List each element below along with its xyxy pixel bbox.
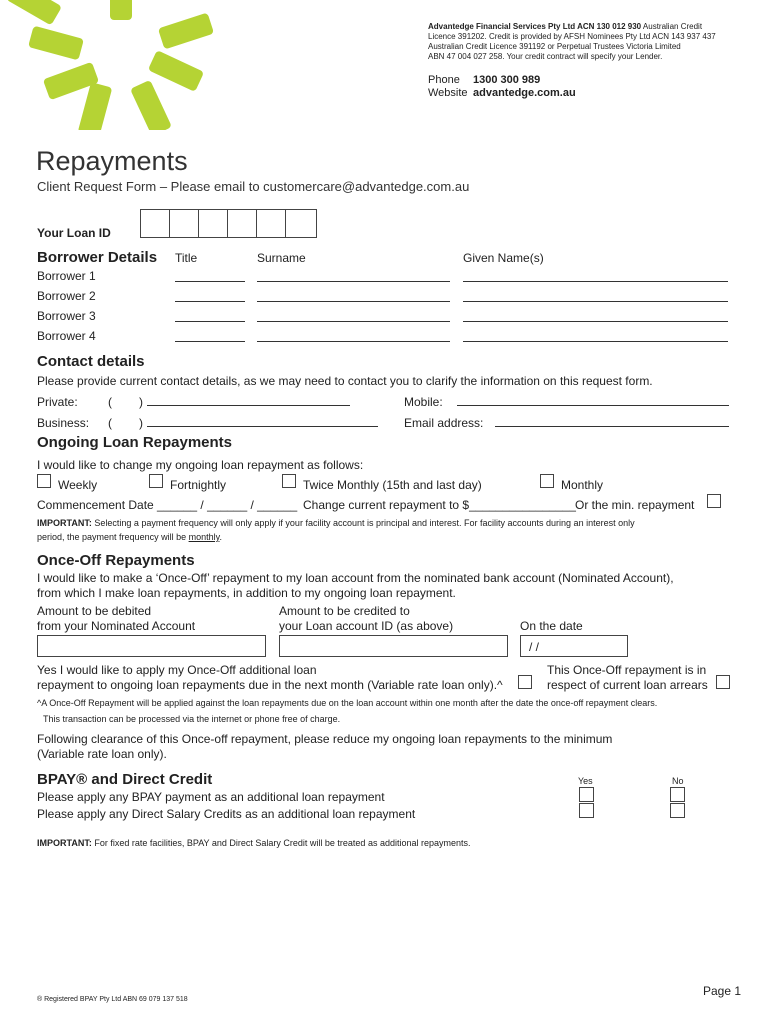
borrower-2-surname-field[interactable] — [257, 301, 450, 302]
mobile-field[interactable] — [457, 405, 729, 406]
salary-no-checkbox[interactable] — [670, 803, 685, 818]
ongoing-heading: Ongoing Loan Repayments — [37, 434, 233, 451]
fortnightly-checkbox[interactable] — [149, 474, 163, 488]
borrower-1-title-field[interactable] — [175, 281, 245, 282]
borrower-4-given-field[interactable] — [463, 341, 728, 342]
apply-ongoing-label1: Yes I would like to apply my Once-Off additional loan — [37, 663, 317, 677]
col-surname: Surname — [257, 251, 306, 265]
borrower-1-surname-field[interactable] — [257, 281, 450, 282]
borrower-3-label: Borrower 3 — [37, 309, 96, 323]
apply-ongoing-label2: repayment to ongoing loan repayments due in the next month (Variable rate loan only).^ — [37, 678, 503, 692]
borrower-3-title-field[interactable] — [175, 321, 245, 322]
credit-label1: Amount to be credited to — [279, 604, 410, 618]
loan-id-input[interactable] — [140, 209, 317, 238]
onceoff-note1: ^A Once-Off Repayment will be applied against the loan repayments due on the loan account within one month after the date the once-off repayment clears. — [37, 698, 658, 708]
arrears-label2: respect of current loan arrears — [547, 678, 708, 692]
ongoing-important-note — [37, 516, 635, 544]
twice-monthly-label: Twice Monthly (15th and last day) — [303, 478, 482, 492]
page-subtitle: Client Request Form – Please email to customercare@advantedge.com.au — [37, 179, 470, 194]
monthly-label: Monthly — [561, 478, 604, 492]
salary-yes-checkbox[interactable] — [579, 803, 594, 818]
fortnightly-label: Fortnightly — [170, 478, 227, 492]
website-label: Website — [428, 87, 468, 99]
onceoff-intro1: I would like to make a ‘Once-Off’ repayment to my loan account from the nominated bank account (Nominated Account), — [37, 571, 674, 585]
date-input[interactable] — [520, 635, 628, 657]
private-phone-field[interactable] — [147, 405, 350, 406]
important-text1: Selecting a payment frequency will only apply if your facility account is principal and interest. For facility accounts during an interest only — [91, 518, 635, 528]
contact-heading: Contact details — [37, 353, 145, 370]
date-separators: / / — [529, 640, 540, 654]
borrower-1-label: Borrower 1 — [37, 269, 96, 283]
borrower-4-label: Borrower 4 — [37, 329, 96, 343]
apply-ongoing-checkbox[interactable] — [518, 675, 532, 689]
credit-label2: your Loan account ID (as above) — [279, 619, 454, 633]
phone-value: 1300 300 989 — [473, 74, 541, 86]
business-label: Business: — [37, 416, 90, 430]
borrower-heading: Borrower Details — [37, 249, 158, 266]
borrower-2-label: Borrower 2 — [37, 289, 96, 303]
phone-label: Phone — [428, 74, 460, 86]
contact-intro: Please provide current contact details, as we may need to contact you to clarify the information on this request form. — [37, 374, 653, 388]
company-line3: Australian Credit Licence 391192 or Perpetual Trustees Victoria Limited — [428, 42, 681, 51]
ongoing-intro: I would like to change my ongoing loan repayment as follows: — [37, 458, 364, 472]
email-label: Email address: — [404, 416, 484, 430]
col-given-names: Given Name(s) — [463, 251, 544, 265]
debit-label2: from your Nominated Account — [37, 619, 196, 633]
page-title: Repayments — [36, 146, 188, 176]
bpay-row-label: Please apply any BPAY payment as an additional loan repayment — [37, 790, 385, 804]
important-text2-pre: period, the payment frequency will be — [37, 532, 189, 542]
bpay-important-note — [37, 838, 471, 848]
bpay-heading: BPAY® and Direct Credit — [37, 771, 213, 788]
following-label1: Following clearance of this Once-off repayment, please reduce my ongoing loan repayments to the minimum — [37, 732, 613, 746]
registered-note: ® Registered BPAY Pty Ltd ABN 69 079 137 518 — [37, 996, 188, 1003]
bpay-important-text: For fixed rate facilities, BPAY and Direct Salary Credit will be treated as additional repayments. — [91, 838, 471, 848]
date-label: On the date — [520, 619, 583, 633]
twice-monthly-checkbox[interactable] — [282, 474, 296, 488]
important-text2-post: . — [219, 532, 222, 542]
business-phone-field[interactable] — [147, 426, 378, 427]
min-repayment-checkbox[interactable] — [707, 494, 721, 508]
company-info — [428, 22, 716, 62]
company-line4: ABN 47 004 027 258. Your credit contract will specify your Lender. — [428, 52, 663, 61]
bpay-yes-checkbox[interactable] — [579, 787, 594, 802]
onceoff-heading: Once-Off Repayments — [37, 552, 195, 569]
private-paren-close: ) — [139, 395, 143, 409]
private-paren-open: ( — [108, 395, 112, 409]
advantedge-logo-icon — [0, 0, 230, 130]
yes-column-label: Yes — [578, 776, 593, 786]
change-repayment-field[interactable]: Change current repayment to $________________ — [303, 498, 576, 512]
important-text2-monthly: monthly — [188, 532, 220, 542]
private-label: Private: — [37, 395, 78, 409]
company-line1-rest: Australian Credit — [641, 22, 703, 31]
onceoff-note2: This transaction can be processed via the internet or phone free of charge. — [43, 714, 341, 724]
loan-id-label: Your Loan ID — [37, 226, 111, 240]
important-label: IMPORTANT: — [37, 518, 92, 528]
borrower-4-title-field[interactable] — [175, 341, 245, 342]
borrower-3-given-field[interactable] — [463, 321, 728, 322]
bpay-no-checkbox[interactable] — [670, 787, 685, 802]
business-paren-close: ) — [139, 416, 143, 430]
borrower-2-title-field[interactable] — [175, 301, 245, 302]
borrower-1-given-field[interactable] — [463, 281, 728, 282]
business-paren-open: ( — [108, 416, 112, 430]
borrower-2-given-field[interactable] — [463, 301, 728, 302]
weekly-checkbox[interactable] — [37, 474, 51, 488]
col-title: Title — [175, 251, 198, 265]
monthly-checkbox[interactable] — [540, 474, 554, 488]
onceoff-intro2: from which I make loan repayments, in addition to my ongoing loan repayment. — [37, 586, 456, 600]
company-name: Advantedge Financial Services Pty Ltd ACN 130 012 930 — [428, 22, 642, 31]
bpay-important-label: IMPORTANT: — [37, 838, 92, 848]
commencement-date-field[interactable]: Commencement Date ______ / ______ / ______ — [37, 498, 298, 512]
borrower-3-surname-field[interactable] — [257, 321, 450, 322]
debit-amount-input[interactable] — [37, 635, 266, 657]
arrears-checkbox[interactable] — [716, 675, 730, 689]
company-line2: Licence 391202. Credit is provided by AFSH Nominees Pty Ltd ACN 143 937 437 — [428, 32, 716, 41]
min-repayment-label: Or the min. repayment — [575, 498, 695, 512]
page-number: Page 1 — [703, 984, 742, 998]
weekly-label: Weekly — [58, 478, 98, 492]
email-field[interactable] — [495, 426, 729, 427]
debit-label1: Amount to be debited — [37, 604, 152, 618]
no-column-label: No — [672, 776, 684, 786]
salary-row-label: Please apply any Direct Salary Credits as an additional loan repayment — [37, 807, 416, 821]
mobile-label: Mobile: — [404, 395, 443, 409]
borrower-4-surname-field[interactable] — [257, 341, 450, 342]
following-label2: (Variable rate loan only). — [37, 747, 167, 761]
website-value[interactable]: advantedge.com.au — [473, 87, 576, 99]
arrears-label1: This Once-Off repayment is in — [547, 663, 707, 677]
credit-amount-input[interactable] — [279, 635, 508, 657]
